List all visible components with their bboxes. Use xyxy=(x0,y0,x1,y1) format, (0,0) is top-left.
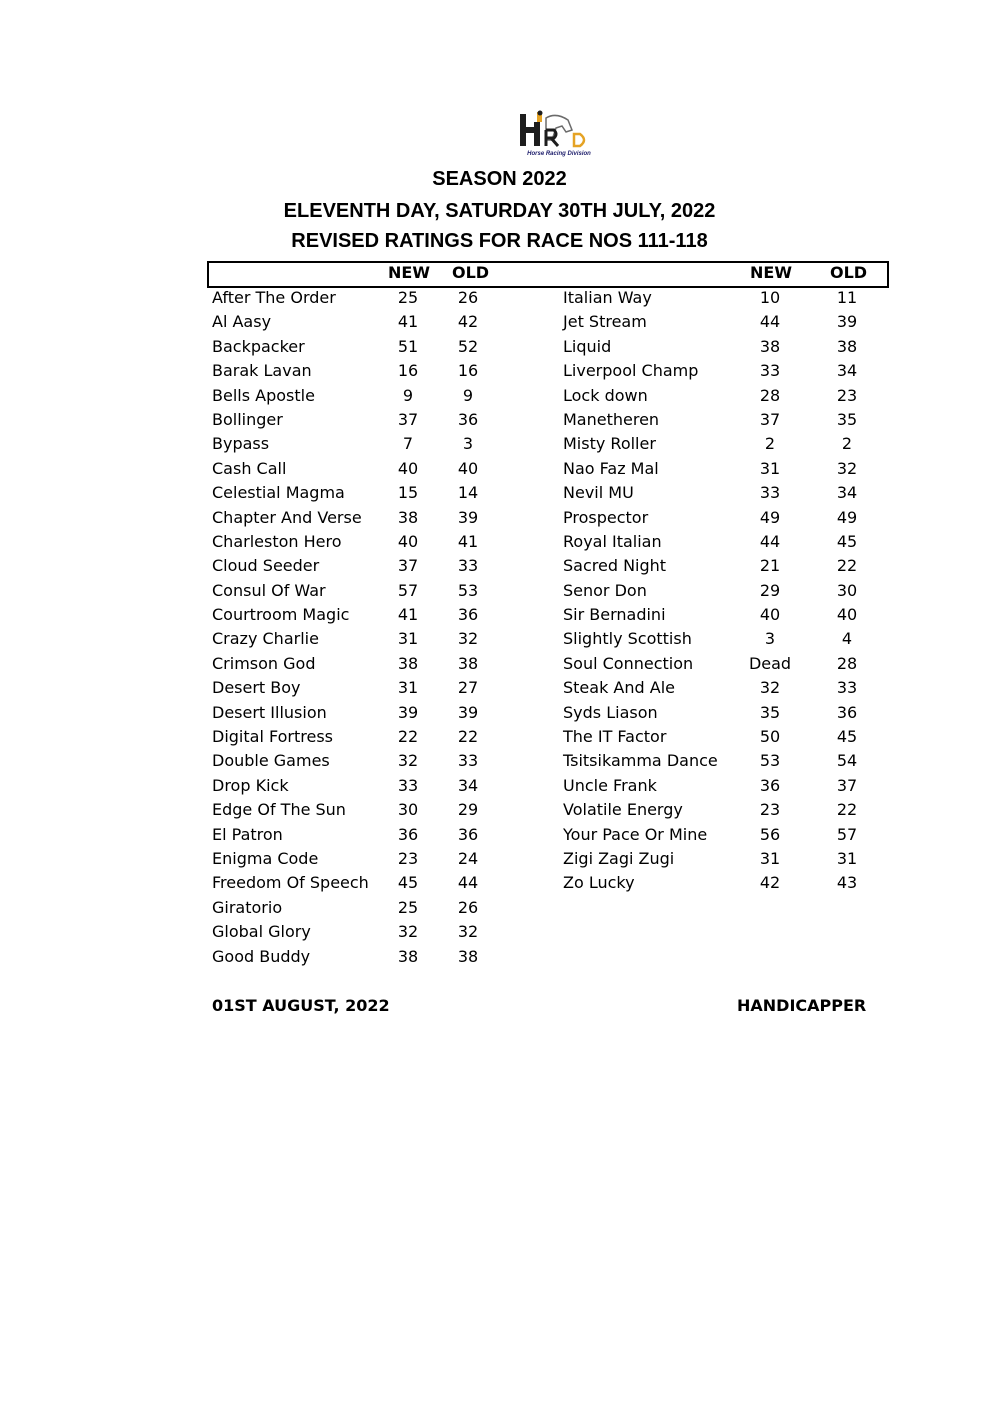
new-rating: 31 xyxy=(759,848,781,868)
new-rating: 25 xyxy=(397,897,419,917)
new-rating: 30 xyxy=(397,800,419,820)
new-rating: 37 xyxy=(397,556,419,576)
old-rating: 33 xyxy=(836,678,858,698)
new-rating: 28 xyxy=(759,385,781,405)
rating-row xyxy=(563,823,883,847)
old-rating: 45 xyxy=(836,531,858,551)
old-rating: 52 xyxy=(457,336,479,356)
horse-name: Slightly Scottish xyxy=(563,629,692,649)
horse-name: Global Glory xyxy=(212,922,311,942)
horse-name: Liverpool Champ xyxy=(563,361,699,381)
new-rating: 25 xyxy=(397,288,419,307)
new-rating: 33 xyxy=(759,483,781,503)
new-rating: 35 xyxy=(759,702,781,722)
new-rating: 36 xyxy=(759,775,781,795)
old-rating: 39 xyxy=(836,312,858,332)
rating-row xyxy=(212,310,512,334)
old-rating: 26 xyxy=(457,288,479,307)
old-rating: 54 xyxy=(836,751,858,771)
horse-name: Drop Kick xyxy=(212,775,289,795)
horse-name: Italian Way xyxy=(563,288,652,307)
rating-row xyxy=(212,335,512,359)
rating-row xyxy=(212,871,512,895)
right-new-header: NEW xyxy=(750,263,792,282)
right-old-header: OLD xyxy=(830,263,868,282)
horse-name: Volatile Energy xyxy=(563,800,683,820)
horse-name: Royal Italian xyxy=(563,531,662,551)
horse-name: Enigma Code xyxy=(212,848,319,868)
logo-caption: Horse Racing Division xyxy=(527,151,591,157)
new-rating: 42 xyxy=(759,873,781,893)
horse-name: Desert Illusion xyxy=(212,702,327,722)
horse-name: Giratorio xyxy=(212,897,283,917)
rating-row xyxy=(563,725,883,749)
horse-name: Senor Don xyxy=(563,580,647,600)
old-rating: 3 xyxy=(462,434,474,454)
footer-signature: HANDICAPPER xyxy=(737,996,867,1015)
new-rating: 38 xyxy=(397,946,419,966)
rating-row xyxy=(212,652,512,676)
old-rating: 39 xyxy=(457,702,479,722)
rating-row xyxy=(563,384,883,408)
new-rating: 31 xyxy=(759,458,781,478)
old-rating: 41 xyxy=(457,531,479,551)
new-rating: 45 xyxy=(397,873,419,893)
new-rating: 21 xyxy=(759,556,781,576)
old-rating: 4 xyxy=(841,629,853,649)
horse-name: Crimson God xyxy=(212,653,316,673)
horse-name: Cash Call xyxy=(212,458,287,478)
ratings-title: REVISED RATINGS FOR RACE NOS 111-118 xyxy=(291,230,708,252)
new-rating: 50 xyxy=(759,727,781,747)
old-rating: 22 xyxy=(457,727,479,747)
horse-name: Barak Lavan xyxy=(212,361,312,381)
rating-row xyxy=(212,359,512,383)
old-rating: 11 xyxy=(836,288,858,307)
rating-row xyxy=(563,676,883,700)
new-rating: 44 xyxy=(759,312,781,332)
old-rating: 9 xyxy=(462,385,474,405)
rating-row xyxy=(563,481,883,505)
horse-name: Tsitsikamma Dance xyxy=(563,751,718,771)
horse-name: Syds Liason xyxy=(563,702,658,722)
old-rating: 38 xyxy=(457,653,479,673)
left-new-header: NEW xyxy=(388,263,430,282)
rating-row xyxy=(212,676,512,700)
new-rating: 23 xyxy=(397,848,419,868)
horse-name: Liquid xyxy=(563,336,612,356)
rating-row xyxy=(212,701,512,725)
rating-row xyxy=(212,896,512,920)
rating-row xyxy=(212,554,512,578)
horse-name: The IT Factor xyxy=(563,727,667,747)
new-rating: 39 xyxy=(397,702,419,722)
new-rating: 41 xyxy=(397,605,419,625)
rating-row xyxy=(563,554,883,578)
new-rating: 40 xyxy=(397,531,419,551)
rating-row xyxy=(212,749,512,773)
old-rating: 33 xyxy=(457,556,479,576)
horse-name: Sacred Night xyxy=(563,556,667,576)
new-rating: 38 xyxy=(759,336,781,356)
horse-name: Backpacker xyxy=(212,336,305,356)
new-rating: 33 xyxy=(397,775,419,795)
old-rating: 36 xyxy=(457,824,479,844)
old-rating: 45 xyxy=(836,727,858,747)
horse-name: Charleston Hero xyxy=(212,531,342,551)
new-rating: 29 xyxy=(759,580,781,600)
old-rating: 36 xyxy=(836,702,858,722)
old-rating: 22 xyxy=(836,556,858,576)
horse-name: Consul Of War xyxy=(212,580,326,600)
rating-row xyxy=(212,506,512,530)
old-rating: 22 xyxy=(836,800,858,820)
new-rating: 16 xyxy=(397,361,419,381)
old-rating: 37 xyxy=(836,775,858,795)
new-rating: 32 xyxy=(397,751,419,771)
horse-name: Prospector xyxy=(563,507,649,527)
old-rating: 27 xyxy=(457,678,479,698)
old-rating: 38 xyxy=(836,336,858,356)
old-rating: 40 xyxy=(836,605,858,625)
horse-name: Steak And Ale xyxy=(563,678,675,698)
horse-name: Uncle Frank xyxy=(563,775,657,795)
new-rating: 44 xyxy=(759,531,781,551)
horse-name: Misty Roller xyxy=(563,434,656,454)
new-rating: 10 xyxy=(759,288,781,307)
rating-row xyxy=(563,652,883,676)
rating-row xyxy=(212,725,512,749)
rating-row xyxy=(212,432,512,456)
old-rating: 36 xyxy=(457,605,479,625)
rating-row xyxy=(212,945,512,969)
old-rating: 53 xyxy=(457,580,479,600)
new-rating: 31 xyxy=(397,629,419,649)
horse-name: Nao Faz Mal xyxy=(563,458,659,478)
new-rating: 3 xyxy=(764,629,776,649)
rating-row xyxy=(212,920,512,944)
left-ratings-list xyxy=(212,286,512,969)
old-rating: 23 xyxy=(836,385,858,405)
new-rating: 15 xyxy=(397,483,419,503)
old-rating: 39 xyxy=(457,507,479,527)
new-rating: 23 xyxy=(759,800,781,820)
new-rating: 9 xyxy=(402,385,414,405)
horse-name: Edge Of The Sun xyxy=(212,800,346,820)
horse-name: Bollinger xyxy=(212,409,283,429)
old-rating: 49 xyxy=(836,507,858,527)
rating-row xyxy=(212,847,512,871)
new-rating: 38 xyxy=(397,507,419,527)
old-rating: 57 xyxy=(836,824,858,844)
horse-name: Double Games xyxy=(212,751,330,771)
footer-date: 01ST AUGUST, 2022 xyxy=(212,996,390,1015)
rating-row xyxy=(563,603,883,627)
rating-row xyxy=(212,603,512,627)
new-rating: 51 xyxy=(397,336,419,356)
old-rating: 34 xyxy=(457,775,479,795)
new-rating: 37 xyxy=(397,409,419,429)
new-rating: 2 xyxy=(764,434,776,454)
rating-row xyxy=(563,286,883,310)
horse-name: Bypass xyxy=(212,434,270,454)
new-rating: 49 xyxy=(759,507,781,527)
rating-row xyxy=(563,579,883,603)
rating-row xyxy=(563,530,883,554)
horse-name: Bells Apostle xyxy=(212,385,315,405)
old-rating: 36 xyxy=(457,409,479,429)
rating-row xyxy=(212,457,512,481)
rating-row xyxy=(212,384,512,408)
horse-name: Digital Fortress xyxy=(212,727,333,747)
season-title: SEASON 2022 xyxy=(432,168,567,190)
new-rating: 40 xyxy=(397,458,419,478)
horse-name: Zo Lucky xyxy=(563,873,635,893)
old-rating: 31 xyxy=(836,848,858,868)
day-title: ELEVENTH DAY, SATURDAY 30TH JULY, 2022 xyxy=(283,200,716,222)
old-rating: 43 xyxy=(836,873,858,893)
new-rating: 38 xyxy=(397,653,419,673)
old-rating: 38 xyxy=(457,946,479,966)
new-rating: 57 xyxy=(397,580,419,600)
rating-row xyxy=(212,627,512,651)
new-rating: 31 xyxy=(397,678,419,698)
old-rating: 29 xyxy=(457,800,479,820)
new-rating: 32 xyxy=(759,678,781,698)
old-rating: 44 xyxy=(457,873,479,893)
rating-row xyxy=(212,530,512,554)
rating-row xyxy=(563,457,883,481)
old-rating: 24 xyxy=(457,848,479,868)
old-rating: 32 xyxy=(457,922,479,942)
horse-name: Crazy Charlie xyxy=(212,629,319,649)
rating-row xyxy=(563,359,883,383)
horse-name: After The Order xyxy=(212,288,336,307)
horse-name: Celestial Magma xyxy=(212,483,345,503)
horse-name: Manetheren xyxy=(563,409,660,429)
rating-row xyxy=(212,798,512,822)
old-rating: 28 xyxy=(836,653,858,673)
rating-row xyxy=(212,774,512,798)
horse-name: Courtroom Magic xyxy=(212,605,350,625)
old-rating: 26 xyxy=(457,897,479,917)
rating-row xyxy=(212,579,512,603)
old-rating: 33 xyxy=(457,751,479,771)
old-rating: 42 xyxy=(457,312,479,332)
right-ratings-list xyxy=(563,286,883,896)
horse-name: Chapter And Verse xyxy=(212,507,362,527)
horse-name: Your Pace Or Mine xyxy=(563,824,708,844)
new-rating: 22 xyxy=(397,727,419,747)
new-rating: Dead xyxy=(748,653,792,673)
new-rating: 40 xyxy=(759,605,781,625)
new-rating: 53 xyxy=(759,751,781,771)
old-rating: 30 xyxy=(836,580,858,600)
left-old-header: OLD xyxy=(452,263,490,282)
horse-name: Desert Boy xyxy=(212,678,301,698)
rating-row xyxy=(563,701,883,725)
horse-name: Sir Bernadini xyxy=(563,605,666,625)
horse-name: Soul Connection xyxy=(563,653,694,673)
rating-row xyxy=(212,408,512,432)
rating-row xyxy=(563,871,883,895)
rating-row xyxy=(563,310,883,334)
rating-row xyxy=(212,286,512,310)
horse-name: Zigi Zagi Zugi xyxy=(563,848,675,868)
new-rating: 33 xyxy=(759,361,781,381)
rating-row xyxy=(563,798,883,822)
rating-row xyxy=(563,432,883,456)
new-rating: 56 xyxy=(759,824,781,844)
horse-name: Cloud Seeder xyxy=(212,556,320,576)
old-rating: 32 xyxy=(457,629,479,649)
rating-row xyxy=(212,823,512,847)
rating-row xyxy=(563,335,883,359)
horse-name: Nevil MU xyxy=(563,483,634,503)
horse-name: Lock down xyxy=(563,385,648,405)
horse-name: Al Aasy xyxy=(212,312,272,332)
new-rating: 41 xyxy=(397,312,419,332)
horse-name: El Patron xyxy=(212,824,283,844)
rating-row xyxy=(563,749,883,773)
rating-row xyxy=(563,408,883,432)
rating-row xyxy=(563,627,883,651)
old-rating: 14 xyxy=(457,483,479,503)
new-rating: 32 xyxy=(397,922,419,942)
new-rating: 7 xyxy=(402,434,414,454)
old-rating: 34 xyxy=(836,483,858,503)
old-rating: 2 xyxy=(841,434,853,454)
old-rating: 40 xyxy=(457,458,479,478)
horse-name: Freedom Of Speech xyxy=(212,873,369,893)
old-rating: 34 xyxy=(836,361,858,381)
rating-row xyxy=(563,774,883,798)
horse-name: Jet Stream xyxy=(563,312,647,332)
old-rating: 35 xyxy=(836,409,858,429)
old-rating: 16 xyxy=(457,361,479,381)
horse-name: Good Buddy xyxy=(212,946,311,966)
new-rating: 36 xyxy=(397,824,419,844)
rating-row xyxy=(212,481,512,505)
new-rating: 37 xyxy=(759,409,781,429)
rating-row xyxy=(563,506,883,530)
old-rating: 32 xyxy=(836,458,858,478)
rating-row xyxy=(563,847,883,871)
